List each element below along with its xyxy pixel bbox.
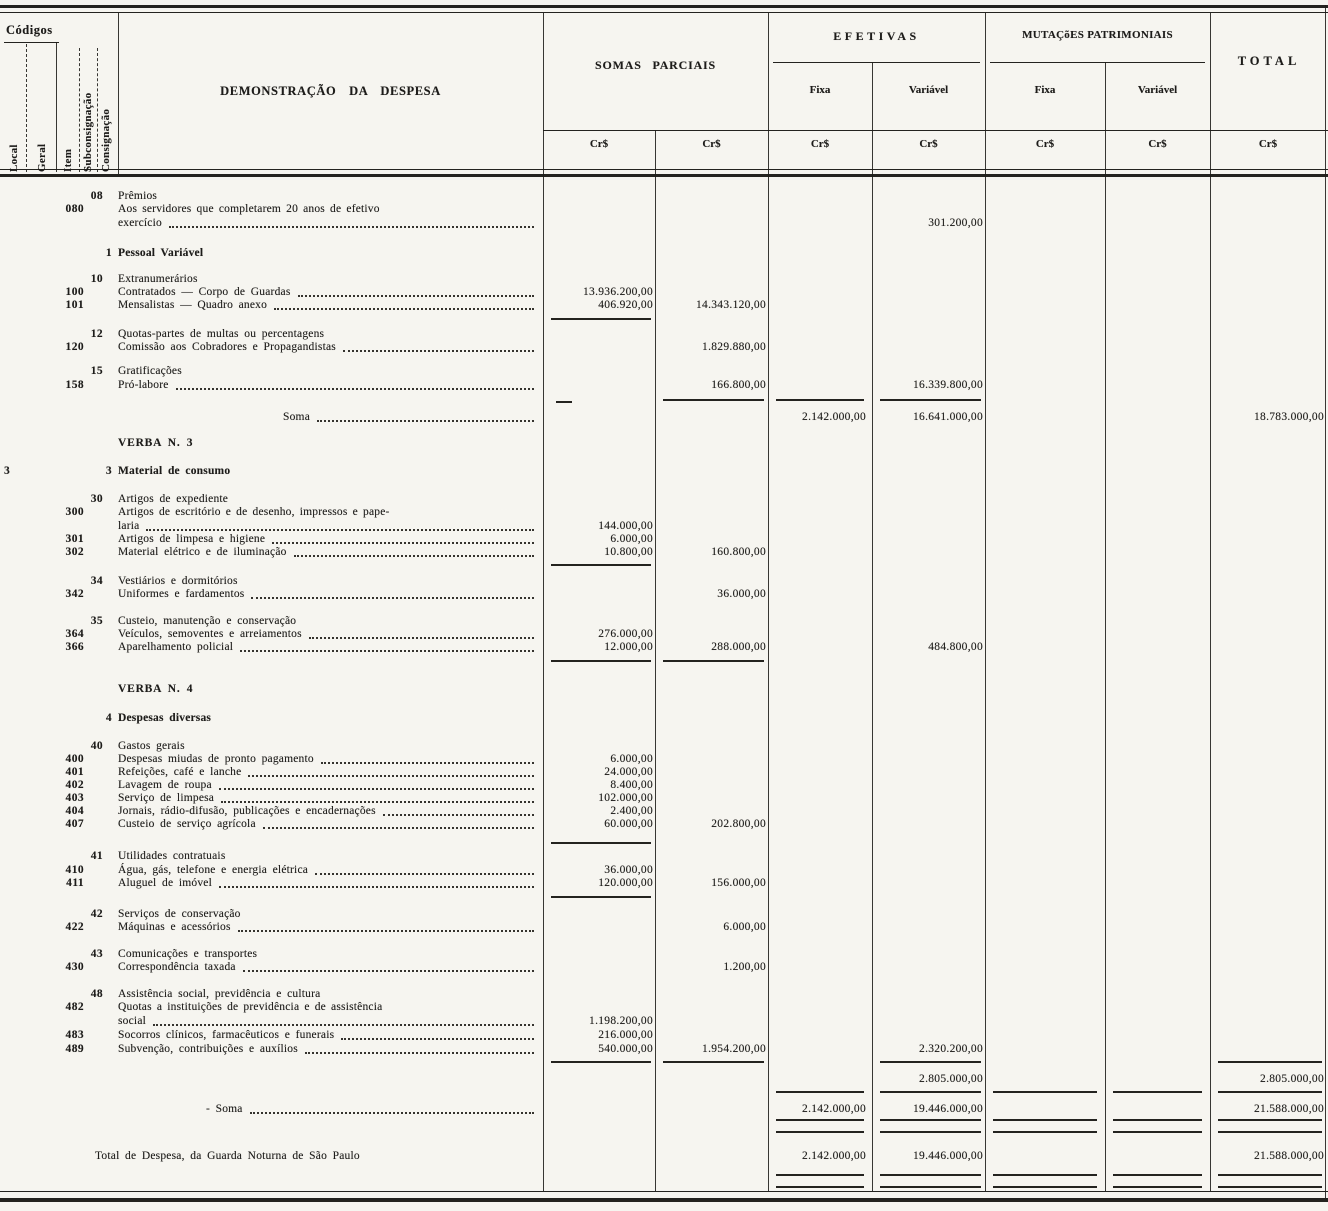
dot-leader xyxy=(219,877,534,888)
header-bottom-rule-inner xyxy=(0,169,1328,170)
amount-cell-sp1: 24.000,00 xyxy=(604,766,653,778)
description-text: Quotas-partes de multas ou percentagens xyxy=(118,328,325,340)
dot-leader xyxy=(176,379,534,390)
currency-label-efetivas-variavel: Cr$ xyxy=(919,138,938,150)
code-item: 404 xyxy=(65,805,84,817)
amount-cell-sp2: 202.800,00 xyxy=(711,818,766,830)
dot-leader xyxy=(305,1043,534,1054)
codigos-header-label: Códigos xyxy=(6,23,53,37)
sum-rule xyxy=(1218,1186,1322,1188)
description-text: Soma xyxy=(283,411,310,423)
sum-rule xyxy=(663,660,764,662)
description-text: Material de consumo xyxy=(118,465,231,477)
description-cell xyxy=(118,379,540,391)
description-text: Aparelhamento policial xyxy=(118,641,234,653)
amount-cell-ef_var: 19.446.000,00 xyxy=(912,1103,983,1115)
amount-cell-sp1: 6.000,00 xyxy=(610,753,653,765)
sum-rule xyxy=(1113,1186,1202,1188)
col-header-mutacoes-fixa: Fixa xyxy=(1034,84,1056,96)
code-item: 158 xyxy=(65,379,84,391)
amount-cell-sp2: 166.800,00 xyxy=(711,379,766,391)
col-header-efetivas-variavel: Variável xyxy=(908,84,949,96)
code-subconsignacao: 41 xyxy=(90,850,103,862)
top-rule-outer xyxy=(0,5,1328,8)
description-text: Serviços de conservação xyxy=(118,908,241,920)
amount-cell-ef_fixa: 2.142.000,00 xyxy=(802,411,866,423)
description-cell xyxy=(118,1015,540,1027)
bottom-rule-inner xyxy=(0,1191,1328,1192)
sum-rule xyxy=(880,399,981,401)
dot-leader xyxy=(146,520,534,531)
description-cell xyxy=(118,247,540,259)
description-cell xyxy=(118,299,540,311)
description-cell xyxy=(118,520,540,532)
description-cell xyxy=(118,533,540,545)
description-text: Serviço de limpesa xyxy=(118,792,215,804)
verba-heading xyxy=(118,437,540,449)
mutacoes-underline xyxy=(990,62,1205,63)
sum-rule xyxy=(993,1186,1097,1188)
description-cell xyxy=(118,948,540,960)
code-item: 402 xyxy=(65,779,84,791)
code-subconsignacao: 08 xyxy=(90,190,103,202)
sum-rule xyxy=(1113,1131,1202,1133)
amount-cell-ef_fixa: 2.142.000,00 xyxy=(802,1103,866,1115)
code-item: 489 xyxy=(65,1043,84,1055)
description-text: Prêmios xyxy=(118,190,158,202)
description-text: Despesas diversas xyxy=(118,712,212,724)
description-cell xyxy=(283,411,540,423)
description-text: Gastos gerais xyxy=(118,740,185,752)
description-text: Lavagem de roupa xyxy=(118,779,212,791)
sum-rule xyxy=(1218,1131,1322,1133)
sum-rule xyxy=(993,1174,1097,1176)
description-cell xyxy=(118,628,540,640)
verba-heading xyxy=(118,683,540,695)
amount-cell-sp2: 160.800,00 xyxy=(711,546,766,558)
column-divider xyxy=(79,48,80,172)
description-cell xyxy=(118,506,540,518)
amount-cell-ef_var: 16.339.800,00 xyxy=(912,379,983,391)
code-item: 407 xyxy=(65,818,84,830)
column-divider xyxy=(26,44,27,172)
currency-label-mutacoes-fixa: Cr$ xyxy=(1035,138,1055,150)
sum-rule xyxy=(1218,1174,1322,1176)
code-subconsignacao: 42 xyxy=(90,908,103,920)
amount-cell-sp1: 2.400,00 xyxy=(610,805,653,817)
dot-leader xyxy=(341,1029,534,1040)
code-item: 342 xyxy=(65,588,84,600)
description-text: Artigos de expediente xyxy=(118,493,229,505)
column-divider xyxy=(1325,5,1326,1198)
currency-label-efetivas-fixa: Cr$ xyxy=(810,138,830,150)
column-divider xyxy=(56,42,57,172)
sum-rule xyxy=(776,1091,864,1093)
description-cell xyxy=(118,190,540,202)
dot-leader xyxy=(248,766,534,777)
description-text: VERBA N. 3 xyxy=(118,437,194,449)
description-cell xyxy=(118,864,540,876)
description-cell xyxy=(118,1001,540,1013)
description-cell xyxy=(118,341,540,353)
placeholder-dash xyxy=(556,401,572,403)
column-divider xyxy=(768,13,769,1191)
sum-rule xyxy=(880,1091,981,1093)
description-text: VERBA N. 4 xyxy=(118,683,194,695)
description-cell xyxy=(118,792,540,804)
dot-leader xyxy=(219,779,534,790)
code-item: 401 xyxy=(65,766,84,778)
code-subconsignacao: 34 xyxy=(90,575,103,587)
description-text: Aluguel de imóvel xyxy=(118,877,212,889)
description-cell xyxy=(118,493,540,505)
amount-cell-ef_var: 301.200,00 xyxy=(928,217,983,229)
sum-rule xyxy=(1218,1119,1322,1121)
description-text: Custeio de serviço agrícola xyxy=(118,818,256,830)
sum-rule xyxy=(776,1119,864,1121)
amount-cell-ef_var: 16.641.000,00 xyxy=(912,411,983,423)
amount-cell-sp1: 8.400,00 xyxy=(610,779,653,791)
amount-cell-total: 21.588.000,00 xyxy=(1253,1103,1324,1115)
sum-rule xyxy=(993,1091,1097,1093)
sum-rule xyxy=(993,1131,1097,1133)
dot-leader xyxy=(272,533,534,544)
code-item: 302 xyxy=(65,546,84,558)
efetivas-underline xyxy=(773,62,980,63)
description-text: Vestiários e dormitórios xyxy=(118,575,238,587)
amount-cell-sp1: 144.000,00 xyxy=(598,520,653,532)
sum-rule xyxy=(880,1061,981,1063)
dot-leader xyxy=(274,299,534,310)
description-cell xyxy=(118,546,540,558)
sum-rule xyxy=(880,1174,981,1176)
amount-cell-sp1: 36.000,00 xyxy=(604,864,653,876)
dot-leader xyxy=(243,961,534,972)
sum-rule xyxy=(776,1186,864,1188)
description-text: Subvenção, contribuições e auxílios xyxy=(118,1043,298,1055)
amount-cell-sp2: 156.000,00 xyxy=(711,877,766,889)
sum-rule xyxy=(1218,1091,1322,1093)
description-cell xyxy=(118,203,540,215)
description-cell xyxy=(118,588,540,600)
amount-cell-total: 2.805.000,00 xyxy=(1260,1073,1324,1085)
amount-cell-sp1: 120.000,00 xyxy=(598,877,653,889)
col-header-efetivas: EFETIVAS xyxy=(833,29,920,43)
col-header-mutacoes-patrimoniais: MUTAÇõES PATRIMONIAIS xyxy=(1022,29,1173,41)
codigos-underline xyxy=(4,42,59,43)
dot-leader xyxy=(263,818,534,829)
description-cell xyxy=(118,766,540,778)
code-item: 430 xyxy=(65,961,84,973)
dot-leader xyxy=(321,753,534,764)
bottom-rule-outer xyxy=(0,1198,1328,1202)
amount-cell-sp1: 406.920,00 xyxy=(598,299,653,311)
sum-rule xyxy=(1113,1091,1202,1093)
description-cell xyxy=(206,1103,540,1115)
dot-leader xyxy=(250,1103,534,1114)
dot-leader xyxy=(309,628,534,639)
code-item: 364 xyxy=(65,628,84,640)
description-cell xyxy=(118,877,540,889)
description-text: Quotas a instituições de previdência e de assistência xyxy=(118,1001,383,1013)
code-item: 410 xyxy=(65,864,84,876)
description-text: Despesas miudas de pronto pagamento xyxy=(118,753,314,765)
column-divider xyxy=(543,13,544,1191)
amount-cell-sp2: 6.000,00 xyxy=(723,921,766,933)
sum-rule xyxy=(1113,1174,1202,1176)
code-consignacao: 1 xyxy=(105,247,112,259)
code-subconsignacao: 10 xyxy=(90,273,103,285)
description-cell xyxy=(118,818,540,830)
code-subconsignacao: 43 xyxy=(90,948,103,960)
description-text: Socorros clínicos, farmacêuticos e funerais xyxy=(118,1029,335,1041)
dot-leader xyxy=(294,546,534,557)
description-cell xyxy=(118,286,540,298)
col-header-subconsignacao: Subconsignação xyxy=(82,92,94,172)
description-cell xyxy=(118,712,540,724)
code-item: 080 xyxy=(65,203,84,215)
description-cell xyxy=(95,1150,540,1162)
dot-leader xyxy=(251,588,534,599)
description-cell xyxy=(118,1029,540,1041)
dot-leader xyxy=(317,411,534,422)
code-local: 3 xyxy=(4,465,11,477)
amount-cell-sp1: 6.000,00 xyxy=(610,533,653,545)
currency-label-sp2: Cr$ xyxy=(702,138,721,150)
amount-cell-total: 21.588.000,00 xyxy=(1253,1150,1324,1162)
description-cell xyxy=(118,641,540,653)
code-item: 366 xyxy=(65,641,84,653)
description-text: social xyxy=(118,1015,147,1027)
code-item: 120 xyxy=(65,341,84,353)
sum-rule xyxy=(663,399,764,401)
column-divider xyxy=(1105,62,1106,1191)
description-cell xyxy=(118,328,540,340)
dot-leader xyxy=(383,805,534,816)
amount-cell-ef_var: 484.800,00 xyxy=(928,641,983,653)
code-item: 403 xyxy=(65,792,84,804)
code-subconsignacao: 48 xyxy=(90,988,103,1000)
dot-leader xyxy=(153,1015,534,1026)
column-divider xyxy=(1210,13,1211,1191)
description-cell xyxy=(118,217,540,229)
code-subconsignacao: 12 xyxy=(90,328,103,340)
description-cell xyxy=(118,921,540,933)
code-item: 300 xyxy=(65,506,84,518)
description-cell xyxy=(118,273,540,285)
amount-cell-sp2: 288.000,00 xyxy=(711,641,766,653)
dot-leader xyxy=(221,792,534,803)
description-text: Assistência social, previdência e cultura xyxy=(118,988,321,1000)
description-text: Veículos, semoventes e arreiamentos xyxy=(118,628,302,640)
dot-leader xyxy=(315,864,534,875)
top-rule-inner xyxy=(0,12,1328,13)
description-cell xyxy=(118,850,540,862)
description-text: Gratificações xyxy=(118,365,182,377)
code-subconsignacao: 35 xyxy=(90,615,103,627)
amount-cell-sp1: 60.000,00 xyxy=(604,818,653,830)
description-text: Pró-labore xyxy=(118,379,169,391)
description-cell xyxy=(118,908,540,920)
code-item: 422 xyxy=(65,921,84,933)
column-divider xyxy=(97,48,98,172)
code-subconsignacao: 40 xyxy=(90,740,103,752)
amount-cell-sp1: 540.000,00 xyxy=(598,1043,653,1055)
description-text: - Soma xyxy=(206,1103,243,1115)
code-item: 400 xyxy=(65,753,84,765)
description-text: Extranumerários xyxy=(118,273,198,285)
description-text: Contratados — Corpo de Guardas xyxy=(118,286,291,298)
description-cell xyxy=(118,365,540,377)
description-text: Aos servidores que completarem 20 anos de efetivo xyxy=(118,203,380,215)
col-header-mutacoes-variavel: Variável xyxy=(1137,84,1178,96)
amount-cell-sp1: 102.000,00 xyxy=(598,792,653,804)
col-header-total: TOTAL xyxy=(1237,54,1301,68)
description-text: exercício xyxy=(118,217,162,229)
code-item: 482 xyxy=(65,1001,84,1013)
description-text: Artigos de limpesa e higiene xyxy=(118,533,266,545)
sum-rule xyxy=(551,896,651,898)
sum-rule xyxy=(551,564,651,566)
amount-cell-sp1: 10.800,00 xyxy=(604,546,653,558)
column-divider xyxy=(655,130,656,1191)
column-divider xyxy=(872,62,873,1191)
currency-label-mutacoes-variavel: Cr$ xyxy=(1148,138,1167,150)
description-text: Máquinas e acessórios xyxy=(118,921,231,933)
col-header-demonstracao: DEMONSTRAÇÃO DA DESPESA xyxy=(220,84,441,98)
sum-rule xyxy=(551,1061,651,1063)
sum-rule xyxy=(880,1119,981,1121)
sum-rule xyxy=(880,1186,981,1188)
description-cell xyxy=(118,805,540,817)
sum-rule xyxy=(551,660,651,662)
code-item: 301 xyxy=(65,533,84,545)
currency-label-total: Cr$ xyxy=(1258,138,1278,150)
description-text: Água, gás, telefone e energia elétrica xyxy=(118,864,309,876)
amount-cell-ef_var: 2.805.000,00 xyxy=(919,1073,983,1085)
code-item: 101 xyxy=(65,299,84,311)
sum-rule xyxy=(880,1131,981,1133)
description-text: Refeições, café e lanche xyxy=(118,766,242,778)
description-text: Total de Despesa, da Guarda Noturna de São Paulo xyxy=(95,1150,360,1162)
amount-cell-sp2: 36.000,00 xyxy=(717,588,766,600)
sum-rule xyxy=(551,842,651,844)
description-cell xyxy=(118,753,540,765)
amount-cell-ef_fixa: 2.142.000,00 xyxy=(802,1150,866,1162)
dot-leader xyxy=(298,286,535,297)
currency-label-sp1: Cr$ xyxy=(589,138,609,150)
description-text: Material elétrico e de iluminação xyxy=(118,546,287,558)
dot-leader xyxy=(238,921,534,932)
amount-cell-sp1: 276.000,00 xyxy=(598,628,653,640)
description-cell xyxy=(118,575,540,587)
amount-cell-sp1: 12.000,00 xyxy=(604,641,653,653)
sum-rule xyxy=(663,1061,764,1063)
description-text: Correspondência taxada xyxy=(118,961,236,973)
column-divider xyxy=(118,13,119,174)
description-text: Comunicações e transportes xyxy=(118,948,258,960)
col-header-consignacao: Consignação xyxy=(100,108,112,172)
description-text: Uniformes e fardamentos xyxy=(118,588,245,600)
sum-rule xyxy=(776,399,864,401)
description-text: Pessoal Variável xyxy=(118,247,204,259)
code-subconsignacao: 30 xyxy=(90,493,103,505)
header-bottom-rule-outer xyxy=(0,174,1328,177)
description-text: Custeio, manutenção e conservação xyxy=(118,615,297,627)
col-header-geral: Geral xyxy=(36,143,48,172)
description-text: laria xyxy=(118,520,140,532)
sum-rule xyxy=(993,1119,1097,1121)
description-text: Comissão aos Cobradores e Propagandistas xyxy=(118,341,336,353)
dot-leader xyxy=(240,641,534,652)
amount-cell-sp1: 1.198.200,00 xyxy=(589,1015,653,1027)
sum-rule xyxy=(551,318,651,320)
code-subconsignacao: 15 xyxy=(90,365,103,377)
description-cell xyxy=(118,988,540,1000)
amount-cell-sp2: 1.954.200,00 xyxy=(702,1043,766,1055)
code-item: 100 xyxy=(65,286,84,298)
dot-leader xyxy=(343,341,534,352)
sum-rule xyxy=(1113,1119,1202,1121)
code-consignacao: 3 xyxy=(105,465,112,477)
amount-cell-ef_var: 2.320.200,00 xyxy=(919,1043,983,1055)
amount-cell-ef_var: 19.446.000,00 xyxy=(912,1150,983,1162)
sum-rule xyxy=(776,1131,864,1133)
amount-cell-sp2: 1.829.880,00 xyxy=(702,341,766,353)
code-item: 411 xyxy=(66,877,84,889)
amount-cell-total: 18.783.000,00 xyxy=(1253,411,1324,423)
col-header-somas-parciais: SOMAS PARCIAIS xyxy=(595,58,716,72)
description-text: Jornais, rádio-difusão, publicações e encadernações xyxy=(118,805,376,817)
description-cell xyxy=(118,615,540,627)
sum-rule xyxy=(776,1174,864,1176)
description-cell xyxy=(118,740,540,752)
description-cell xyxy=(118,961,540,973)
description-cell xyxy=(118,779,540,791)
description-cell xyxy=(118,465,540,477)
col-header-local: Local xyxy=(8,144,20,172)
description-text: Utilidades contratuais xyxy=(118,850,226,862)
code-item: 483 xyxy=(65,1029,84,1041)
amount-cell-sp1: 13.936.200,00 xyxy=(582,286,653,298)
description-text: Mensalistas — Quadro anexo xyxy=(118,299,268,311)
amount-cell-sp2: 1.200,00 xyxy=(723,961,766,973)
col-header-item: Item xyxy=(62,148,74,172)
amount-cell-sp2: 14.343.120,00 xyxy=(695,299,766,311)
description-cell xyxy=(118,1043,540,1055)
sum-rule xyxy=(1218,1061,1322,1063)
description-text: Artigos de escritório e de desenho, impressos e pape- xyxy=(118,506,390,518)
dot-leader xyxy=(169,217,534,228)
amount-cell-sp1: 216.000,00 xyxy=(598,1029,653,1041)
col-header-efetivas-fixa: Fixa xyxy=(809,84,831,96)
column-divider xyxy=(985,13,986,1191)
code-consignacao: 4 xyxy=(105,712,112,724)
